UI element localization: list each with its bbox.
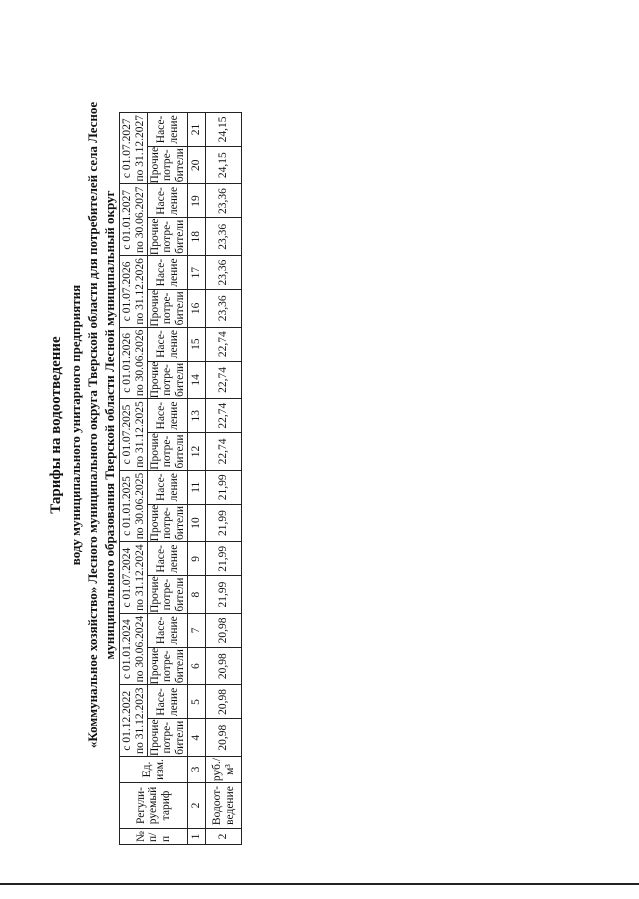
sub-header-population: Насе-ление	[148, 399, 188, 433]
tariff-value: 24,15	[206, 146, 242, 184]
subtitle-line-3: муниципального образования Тверской области Лесной муниципальный округ	[102, 190, 117, 660]
column-number: 19	[188, 184, 206, 218]
period-header: с 01.07.2025 по 31.12.2025	[120, 399, 148, 471]
column-number: 1	[188, 829, 206, 845]
sub-header-population: Насе-ление	[148, 327, 188, 361]
column-number: 5	[188, 685, 206, 719]
column-number: 9	[188, 542, 206, 576]
column-number: 10	[188, 504, 206, 542]
tariff-value: 20,98	[206, 647, 242, 685]
sub-header-population: Насе-ление	[148, 112, 188, 146]
period-header: с 01.12.2022 по 31.12.2023	[120, 685, 148, 757]
column-number: 8	[188, 576, 206, 614]
sub-header-other: Прочие потре-бители	[149, 647, 186, 685]
tariff-value: 21,99	[206, 576, 242, 614]
column-number: 6	[188, 647, 206, 685]
tariff-value: 21,99	[206, 504, 242, 542]
period-header: с 01.07.2027 по 31.12.2027	[120, 112, 148, 184]
column-number: 7	[188, 613, 206, 647]
period-header: с 01.01.2027 по 30.06.2027	[120, 184, 148, 256]
header-row-number: № п/п	[120, 829, 188, 845]
sub-header-other: Прочие потре-бители	[149, 290, 186, 327]
sub-header-other: Прочие потре-бители	[149, 146, 186, 184]
row-tariff-name: Водоот-ведение	[206, 783, 242, 829]
rotated-page-content	[48, 5, 608, 845]
table-row	[206, 112, 242, 844]
period-header-row	[120, 112, 148, 844]
tariff-value: 21,99	[206, 542, 242, 576]
sub-header-population: Насе-ление	[148, 184, 188, 218]
tariff-value: 22,74	[206, 399, 242, 433]
document-title: Тарифы на водоотведение	[48, 336, 64, 514]
subtitle-line-2: «Коммунальное хозяйство» Лесного муниципального округа Тверской области для потребителей села Лесное	[85, 101, 100, 749]
consumer-header-row	[148, 112, 188, 844]
column-number: 15	[188, 327, 206, 361]
column-number: 18	[188, 218, 206, 256]
column-number: 16	[188, 290, 206, 328]
column-number-row	[188, 112, 206, 844]
sub-header-other: Прочие потре-бители	[149, 361, 186, 399]
column-number: 2	[188, 783, 206, 829]
tariff-value: 20,98	[206, 685, 242, 719]
tariff-value: 22,74	[206, 433, 242, 471]
column-number: 14	[188, 361, 206, 399]
row-number: 2	[206, 829, 242, 845]
period-header: с 01.01.2026 по 30.06.2026	[120, 327, 148, 399]
tariff-table	[119, 112, 242, 845]
tariff-value: 20,98	[206, 613, 242, 647]
sub-header-population: Насе-ление	[148, 542, 188, 576]
tariff-value: 21,99	[206, 470, 242, 504]
sub-header-other: Прочие потре-бители	[149, 576, 186, 613]
column-number: 13	[188, 399, 206, 433]
header-regulated-tariff: Регули-руемый тариф	[120, 783, 188, 829]
period-header: с 01.07.2024 по 31.12.2024	[120, 542, 148, 614]
header-unit: Ед. изм.	[120, 757, 188, 783]
tariff-value: 23,36	[206, 290, 242, 328]
tariff-value: 20,98	[206, 719, 242, 757]
sub-header-other: Прочие потре-бители	[149, 218, 186, 256]
period-header: с 01.01.2025 по 30.06.2025	[120, 470, 148, 542]
sub-header-population: Насе-ление	[148, 256, 188, 290]
column-number: 3	[188, 757, 206, 783]
column-number: 21	[188, 112, 206, 146]
tariff-value: 23,36	[206, 218, 242, 256]
row-unit: руб./м³	[206, 757, 242, 783]
period-header: с 01.07.2026 по 31.12.2026	[120, 256, 148, 328]
sub-header-population: Насе-ление	[148, 470, 188, 504]
sub-header-other: Прочие потре-бители	[149, 504, 186, 542]
column-number: 17	[188, 256, 206, 290]
tariff-value: 23,36	[206, 184, 242, 218]
sub-header-other: Прочие потре-бители	[149, 719, 186, 756]
column-number: 4	[188, 719, 206, 757]
column-number: 11	[188, 470, 206, 504]
subtitle-line-1: воду муниципального унитарного предприятия	[68, 284, 83, 566]
tariff-value: 22,74	[206, 361, 242, 399]
page-bottom-rule	[0, 883, 639, 885]
column-number: 20	[188, 146, 206, 184]
sub-header-other: Прочие потре-бители	[149, 433, 186, 470]
tariff-value: 22,74	[206, 327, 242, 361]
sub-header-population: Насе-ление	[148, 685, 188, 719]
column-number: 12	[188, 433, 206, 471]
tariff-value: 23,36	[206, 256, 242, 290]
period-header: с 01.01.2024 по 30.06.2024	[120, 613, 148, 685]
sub-header-population: Насе-ление	[148, 613, 188, 647]
tariff-value: 24,15	[206, 112, 242, 146]
